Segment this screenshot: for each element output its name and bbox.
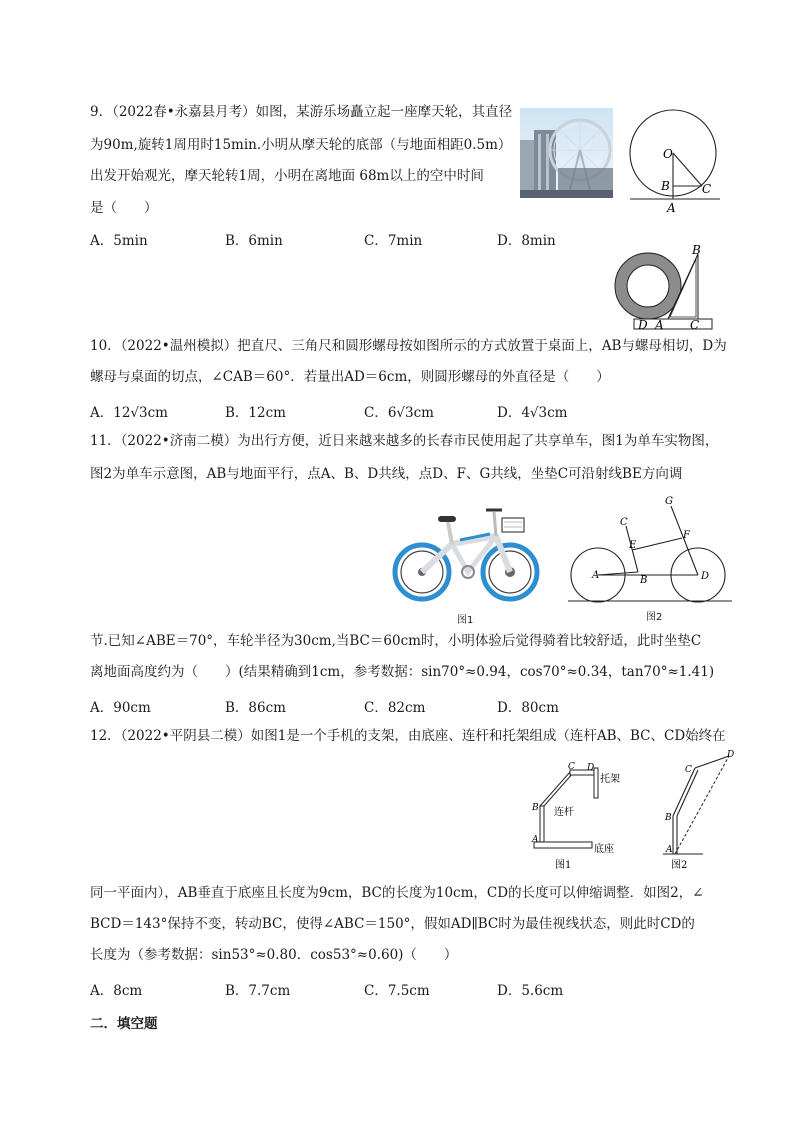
- q10-option-b[interactable]: B．12cm: [225, 405, 286, 421]
- q12-figure1-caption: 图1: [555, 860, 572, 871]
- q11-option-c[interactable]: C．82cm: [364, 700, 426, 716]
- q12-line-2: 同一平面内），AB垂直于底座且长度为9cm，BC的长度为10cm，CD的长度可以伸缩调整．如图2，∠: [90, 885, 704, 901]
- q11-label-a: A: [592, 570, 600, 581]
- q12-fig2-label-c: C: [685, 765, 692, 775]
- q11-label-d: D: [701, 571, 710, 582]
- q11-line-2: 图2为单车示意图，AB与地面平行，点A、B、D共线，点D、F、G共线，坐垫C可沿射线BE方向调: [90, 466, 683, 482]
- q11-figure1-caption: 图1: [457, 615, 474, 626]
- q9-label-c: C: [702, 182, 712, 196]
- q9-option-b[interactable]: B．6min: [225, 233, 283, 249]
- q12-option-b[interactable]: B．7.7cm: [225, 983, 291, 999]
- q9-option-d[interactable]: D．8min: [497, 233, 556, 249]
- q12-fig1-label-c: C: [568, 762, 575, 772]
- q11-label-c: C: [620, 517, 628, 528]
- q11-option-b[interactable]: B．86cm: [225, 700, 286, 716]
- q11-label-f: F: [683, 530, 690, 541]
- q11-option-a[interactable]: A．90cm: [90, 700, 151, 716]
- q11-label-b: B: [640, 575, 648, 586]
- q10-label-b: B: [692, 243, 701, 257]
- q12-option-a[interactable]: A．8cm: [90, 983, 143, 999]
- q12-fig1-label-b: B: [532, 803, 539, 813]
- q10-line-1: 10．（2022•温州模拟）把直尺、三角尺和圆形螺母按如图所示的方式放置于桌面上，AB与螺母相切，D为: [90, 338, 727, 354]
- q9-option-c[interactable]: C．7min: [364, 233, 423, 249]
- q12-fig1-label-dizuo: 底座: [594, 844, 614, 855]
- q11-label-g: G: [665, 496, 673, 507]
- q9-circle-figure: [626, 100, 726, 215]
- q9-line-1: 9．（2022春•永嘉县月考）如图，某游乐场矗立起一座摩天轮，其直径: [90, 104, 513, 120]
- q12-fig1-label-d: D: [587, 763, 595, 773]
- q9-label-b: B: [661, 179, 670, 193]
- q10-line-2: 螺母与桌面的切点，∠CAB＝60°．若量出AD＝6cm，则圆形螺母的外直径是（ ）: [90, 369, 610, 385]
- q9-line-3: 出发开始观光，摩天轮转1周，小明在离地面 68m以上的空中时间: [90, 168, 484, 184]
- q12-option-d[interactable]: D．5.6cm: [497, 983, 564, 999]
- q10-option-d[interactable]: D．4√3cm: [497, 405, 568, 421]
- q10-nut-figure: [612, 242, 724, 332]
- q10-option-c[interactable]: C．6√3cm: [364, 405, 434, 421]
- q12-line-1: 12．（2022•平阴县二模）如图1是一个手机的支架，由底座、连杆和托架组成（连杆AB、BC、CD始终在: [90, 728, 726, 744]
- q12-line-4: 长度为（参考数据：sin53°≈0.80．cos53°≈0.60)（ ）: [90, 947, 458, 963]
- q10-option-a[interactable]: A．12√3cm: [90, 405, 168, 421]
- q11-line-3: 节.已知∠ABE＝70°，车轮半径为30cm,当BC＝60cm时，小明体验后觉得骑着比较舒适，此时坐垫C: [90, 633, 702, 649]
- q11-bike-photo: [390, 500, 540, 608]
- q12-line-3: BCD＝143°保持不变，转动BC，使得∠ABC＝150°，假如AD∥BC时为最佳视线状态，则此时CD的: [90, 916, 695, 932]
- q12-fig1-label-tuojia: 托架: [600, 774, 620, 785]
- q12-figure2-caption: 图2: [671, 860, 688, 871]
- q11-option-d[interactable]: D．80cm: [497, 700, 559, 716]
- q9-option-a[interactable]: A．5min: [90, 233, 148, 249]
- section-title: 二．填空题: [90, 1016, 158, 1032]
- q9-label-o: O: [663, 147, 673, 161]
- ferris-wheel-photo: [520, 108, 613, 198]
- q12-fig2-label-d: D: [727, 750, 735, 760]
- q10-label-d: D: [638, 318, 648, 332]
- q11-line-4: 离地面高度约为（ ）(结果精确到1cm，参考数据：sin70°≈0.94，cos70°≈0.34，tan70°≈1.41): [90, 664, 715, 680]
- q12-stand-figure-2: [655, 748, 740, 872]
- q11-line-1: 11．（2022•济南二模）为出行方便，近日来越来越多的长春市民使用起了共享单车，图1为单车实物图，: [90, 433, 719, 449]
- q11-bike-schematic: [566, 490, 736, 605]
- q11-figure2-caption: 图2: [646, 612, 663, 623]
- q12-fig1-label-a: A: [532, 835, 539, 845]
- q12-stand-figure-1: [528, 760, 638, 872]
- q11-label-e: E: [629, 540, 637, 551]
- q9-label-a: A: [667, 201, 676, 215]
- q12-option-c[interactable]: C．7.5cm: [364, 983, 430, 999]
- q12-fig2-label-b: B: [665, 813, 672, 823]
- q12-fig1-label-liangan: 连杆: [554, 807, 574, 818]
- q10-label-c: C: [690, 318, 700, 332]
- q12-fig2-label-a: A: [666, 845, 673, 855]
- q9-line-2: 为90m,旋转1周用时15min.小明从摩天轮的底部（与地面相距0.5m）: [90, 137, 512, 153]
- q9-line-4: 是（ ）: [90, 200, 158, 216]
- q10-label-a: A: [655, 318, 664, 332]
